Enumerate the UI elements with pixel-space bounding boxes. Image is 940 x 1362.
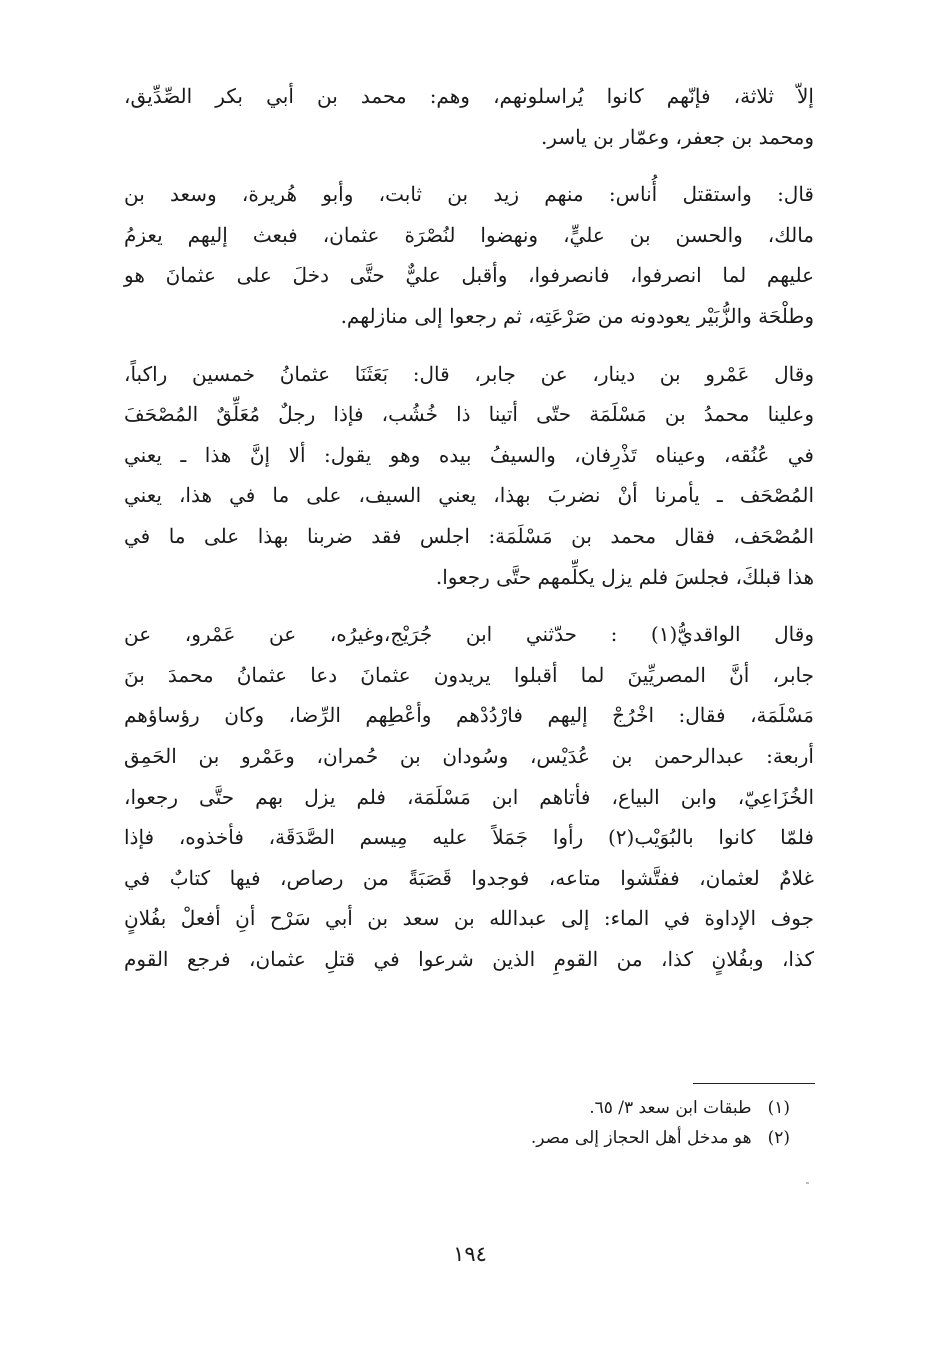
text-line: المُصْحَف ـ يأمرنا أنْ نضربَ بهذا، يعني السيف، على ما في هذا، يعني <box>124 483 814 508</box>
text-line: هذا قبلكَ، فجلسَ فلم يزل يكلِّمهم حتَّى رجعوا. <box>435 564 814 589</box>
paragraph-3 <box>124 354 814 598</box>
text-line: المُصْحَف، فقال محمد بن مَسْلَمَة: اجلس فقد ضربنا بهذا على ما في <box>124 523 814 548</box>
page-number: ١٩٤ <box>453 1242 487 1266</box>
footnote-number: (٢) <box>767 1128 790 1148</box>
text-line: وطلْحَة والزُّبَيْر يعودونه من صَرْعَتِه، ثم رجعوا إلى منازلهم. <box>340 303 814 328</box>
paragraph-1 <box>124 76 814 157</box>
scan-speck <box>806 1182 809 1184</box>
paragraph-2 <box>124 174 814 336</box>
text-line: مالك، والحسن بن عليٍّ، ونهضوا لنُصْرَة عثمان، فبعث إليهم يعزمُ <box>124 222 815 247</box>
text-line: وعلينا محمدُ بن مَسْلَمَة حتّى أتينا ذا خُشُب، فإذا رجلٌ مُعَلِّقٌ المُصْحَفَ <box>124 402 814 427</box>
footnote-text: هو مدخل أهل الحجاز إلى مصر. <box>530 1128 752 1148</box>
text-line: كذا، وبفُلانٍ كذا، من القومِ الذين شرعوا في قتلِ عثمان، فرجع القوم <box>124 946 814 971</box>
text-line: ومحمد بن جعفر، وعمّار بن ياسر. <box>540 124 814 149</box>
text-line: وقال الواقديُّ(١) : حدّثني ابن جُرَيْج،وغيرُه، عن عَمْرو، عن <box>124 622 814 647</box>
text-line: أربعة: عبدالرحمن بن عُدَيْس، وسُودان بن حُمران، وعَمْرو بن الحَمِق <box>124 743 814 768</box>
text-line: الخُزَاعِيّ، وابن البياع، فأتاهم ابن مَسْلَمَة، فلم يزل بهم حتَّى رجعوا، <box>124 784 814 809</box>
text-line: عليهم لما انصرفوا، فانصرفوا، وأقبل عليٌّ حتَّى دخلَ على عثمانَ هو <box>124 263 814 288</box>
footnotes <box>300 1093 790 1153</box>
body-text <box>124 76 814 996</box>
text-line: جوف الإداوة في الماء: إلى عبدالله بن سعد بن أبي سَرْح أنِ أفعلْ بفُلانٍ <box>124 906 814 931</box>
paragraph-4 <box>124 614 814 979</box>
text-line: إلاّ ثلاثة، فإنّهم كانوا يُراسلونهم، وهم: محمد بن أبي بكر الصِّدِّيق، <box>124 84 814 108</box>
text-line: فلمّا كانوا بالبُوَيْب(٢) رأوا جَمَلاً عليه مِيسم الصَّدَقَة، فأخذوه، فإذا <box>124 825 814 850</box>
footnote-1 <box>300 1093 790 1123</box>
footnote-divider <box>693 1083 815 1084</box>
footnote-number: (١) <box>767 1098 790 1118</box>
text-line: مَسْلَمَة، فقال: اخْرُجْ إليهم فارْدُدْهم وأعْطِهم الرِّضا، وكان رؤساؤهم <box>124 703 814 728</box>
text-line: غلامٌ لعثمان، ففتَّشوا متاعه، فوجدوا قَصَبَةً من رصاص، فيها كتابٌ في <box>124 865 814 890</box>
text-line: قال: واستقتل أُناس: منهم زيد بن ثابت، وأبو هُريرة، وسعد بن <box>124 182 814 207</box>
footnote-text: طبقات ابن سعد ٣/ ٦٥. <box>589 1098 752 1118</box>
text-line: وقال عَمْرو بن دينار، عن جابر، قال: بَعَثَنَا عثمانُ خمسين راكباً، <box>124 361 814 386</box>
footnote-2 <box>300 1123 790 1153</box>
text-line: جابر، أنَّ المصريِّينَ لما أقبلوا يريدون عثمانَ دعا عثمانُ محمدَ بنَ <box>124 662 814 687</box>
text-line: في عُنُقه، وعيناه تَذْرِفان، والسيفُ بيده وهو يقول: ألا إنَّ هذا ـ يعني <box>124 442 814 467</box>
